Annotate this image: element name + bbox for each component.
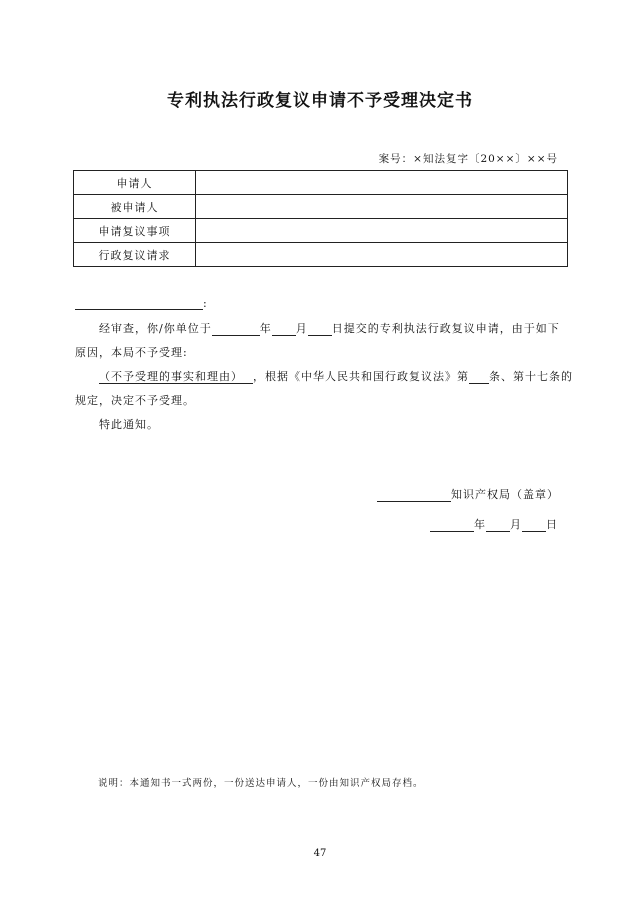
date-year-label: 年: [474, 518, 486, 531]
addressee-colon: :: [203, 297, 208, 310]
addressee-blank: [75, 296, 203, 310]
month-blank: [272, 322, 296, 336]
year-blank: [212, 322, 260, 336]
paragraph-2-line-1: [99, 368, 573, 384]
row-label-review-request: 行政复议请求: [74, 243, 196, 267]
office-name-blank: [377, 488, 451, 502]
date-day-blank: [522, 518, 546, 532]
paragraph-1-line-2: 原因，本局不予受理:: [75, 346, 188, 359]
p1-text-1: 经审查，你/你单位于: [99, 322, 212, 335]
addressee-line: [75, 296, 208, 310]
p1-year-label: 年: [259, 322, 272, 335]
seal-label: 知识产权局（盖章）: [451, 488, 559, 501]
date-month-blank: [486, 518, 510, 532]
table-row: [74, 243, 568, 267]
table-row: [74, 195, 568, 219]
footnote: 说明：本通知书一式两份，一份送达申请人，一份由知识产权局存档。: [98, 778, 424, 789]
p1-text-2: 日提交的专利执法行政复议申请，由于如下: [331, 322, 560, 335]
case-number: 案号：×知法复字〔20××〕××号: [378, 153, 558, 165]
row-value-applicant: [196, 171, 568, 195]
date-line: [430, 516, 558, 532]
day-blank: [308, 322, 332, 336]
date-month-label: 月: [510, 518, 522, 531]
p2-text-2: 条、第十七条的: [489, 370, 573, 383]
page-number: 47: [313, 848, 327, 859]
paragraph-2-line-2: 规定，决定不予受理。: [75, 394, 195, 407]
document-title: 专利执法行政复议申请不予受理决定书: [167, 91, 473, 111]
row-label-respondent: 被申请人: [74, 195, 196, 219]
table-row: [74, 219, 568, 243]
seal-line: [377, 486, 559, 502]
row-value-respondent: [196, 195, 568, 219]
applicant-info-table: [73, 170, 568, 267]
closing-text: 特此通知。: [99, 418, 159, 431]
p1-month-label: 月: [295, 322, 308, 335]
rejection-reason-placeholder: （不予受理的事实和理由）: [99, 370, 243, 383]
article-blank: [469, 370, 489, 384]
date-day-label: 日: [546, 518, 558, 531]
row-value-review-request: [196, 243, 568, 267]
date-year-blank: [430, 518, 474, 532]
p2-text-1: ，根据《中华人民共和国行政复议法》第: [253, 370, 469, 383]
table-row: [74, 171, 568, 195]
paragraph-1-line-1: [99, 320, 560, 336]
reason-blank: [243, 370, 253, 384]
row-value-review-matter: [196, 219, 568, 243]
row-label-review-matter: 申请复议事项: [74, 219, 196, 243]
row-label-applicant: 申请人: [74, 171, 196, 195]
